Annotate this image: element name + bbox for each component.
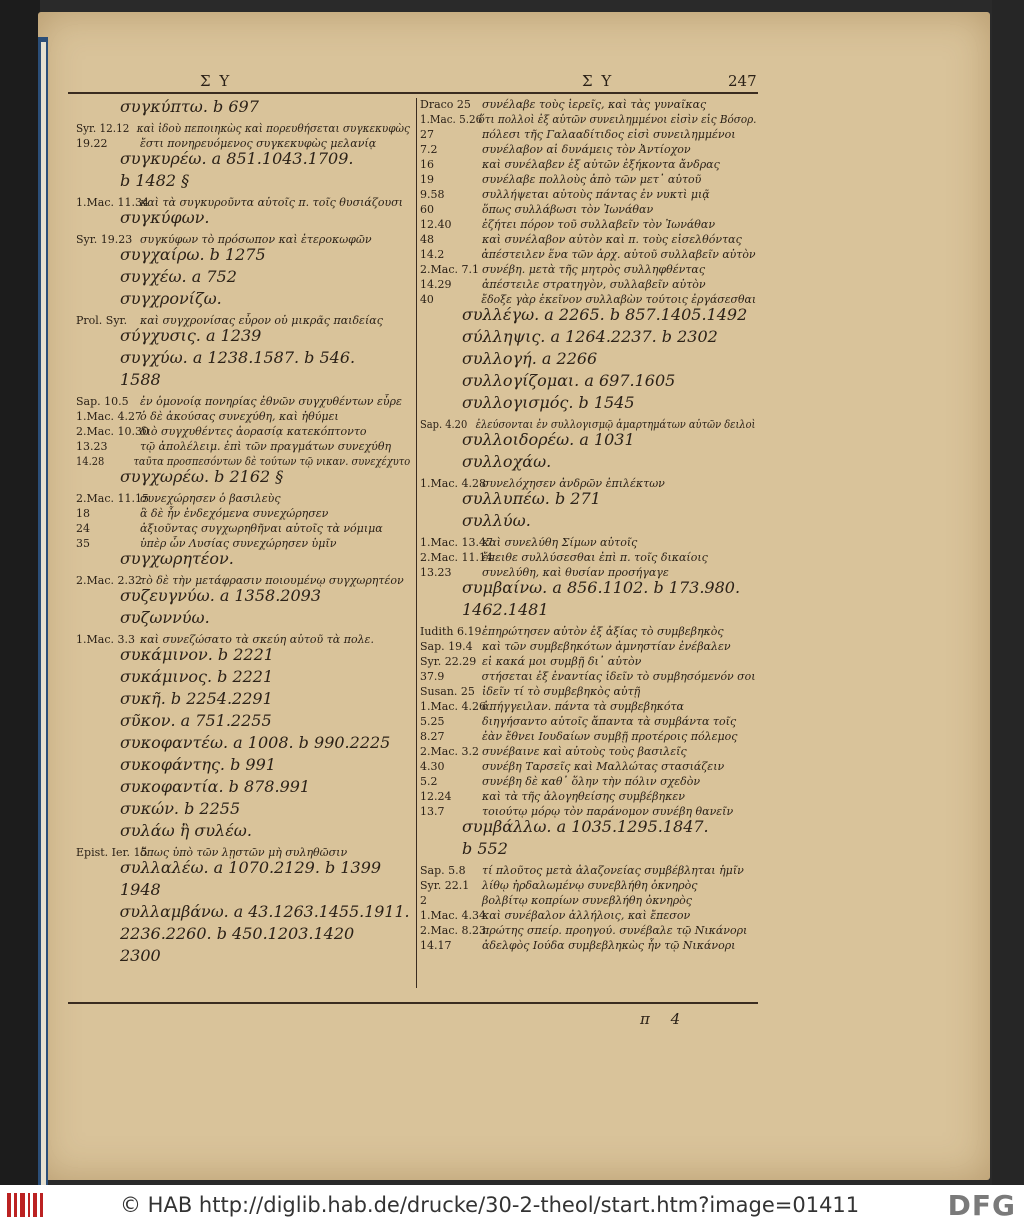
- entry-headword: [76, 370, 161, 389]
- headword-text: συλλύω.: [462, 511, 531, 530]
- citation-reference: Syr. 22.1: [420, 879, 470, 892]
- citation-reference: 40: [420, 293, 434, 306]
- entry-headword: [420, 327, 718, 346]
- citation-text: συνέλαβον αἱ δυνάμεις τὸν Ἀντίοχον: [482, 143, 691, 156]
- citation-line: [76, 522, 383, 536]
- headword-text: συλλαλέω. a 1070.2129. b 1399: [120, 858, 382, 877]
- citation-text: ὁ δὲ ἀκούσας συνεχύθη, καὶ ἠθύμει: [140, 410, 339, 423]
- citation-line: [420, 760, 724, 774]
- entry-headword: [76, 858, 382, 877]
- entry-headword: [420, 578, 741, 597]
- citation-text: ἐὰν ἔθνει Ιουδαίων συμβῇ προτέροις πόλεμος: [482, 730, 738, 743]
- entry-headword: [76, 777, 311, 796]
- citation-line: [420, 278, 706, 292]
- citation-text: συνέβη. μετὰ τῆς μητρὸς συλληφθέντας: [482, 263, 706, 276]
- citation-text: ἐλεύσονται ἐν συλλογισμῷ ἁμαρτημάτων αὐτῶν δειλοὶ: [475, 418, 756, 431]
- headword-text: συγχέω. a 752: [120, 267, 237, 286]
- citation-line: [420, 700, 684, 714]
- footer-bar: [0, 1185, 1024, 1225]
- citation-reference: Syr. 12.12: [76, 122, 130, 135]
- citation-reference: 2.Mac. 8.23: [420, 924, 486, 937]
- entry-headword: [76, 711, 272, 730]
- entry-headword: [420, 393, 635, 412]
- entry-headword: [76, 267, 237, 286]
- headword-text: συγχύω. a 1238.1587. b 546.: [120, 348, 356, 367]
- entry-headword: [420, 817, 709, 836]
- headword-text: συκῆ. b 2254.2291: [120, 689, 273, 708]
- entry-headword: [76, 733, 391, 752]
- citation-reference: 19.22: [76, 137, 108, 150]
- citation-line: [76, 507, 328, 521]
- citation-reference: 48: [420, 233, 434, 246]
- citation-text: ἀξιοῦντας συγχωρηθῆναι αὐτοῖς τὰ νόμιμα: [140, 522, 383, 535]
- citation-reference: 13.23: [420, 566, 452, 579]
- entry-headword: [420, 430, 635, 449]
- citation-line: [420, 98, 706, 112]
- citation-reference: Iudith 6.19: [420, 625, 482, 638]
- running-header-right: Σ Υ: [582, 72, 614, 90]
- citation-reference: Syr. 22.29: [420, 655, 477, 668]
- citation-reference: 13.7: [420, 805, 445, 818]
- headword-text: σύλληψις. a 1264.2237. b 2302: [462, 327, 718, 346]
- citation-line: [76, 395, 402, 409]
- headword-text: συκοφαντία. b 878.991: [120, 777, 311, 796]
- headword-text: b 552: [462, 839, 508, 858]
- citation-reference: 1.Mac. 11.34: [76, 196, 149, 209]
- citation-text: ἐν ὁμονοίᾳ πονηρίας ἐθνῶν συγχυθέντων εὗρε: [140, 395, 402, 408]
- headword-text: συγχωρητέον.: [120, 549, 234, 568]
- citation-line: [420, 864, 744, 878]
- citation-reference: 27: [420, 128, 434, 141]
- entry-headword: [420, 600, 549, 619]
- citation-line: [420, 730, 737, 744]
- headword-text: συλλοιδορέω. a 1031: [462, 430, 635, 449]
- headword-text: συμβαίνω. a 856.1102. b 173.980.: [462, 578, 741, 597]
- citation-line: [420, 128, 736, 142]
- citation-reference: 14.17: [420, 939, 452, 952]
- headword-text: 1948: [120, 880, 161, 899]
- citation-text: καὶ συγχρονίσας εὗρον οὐ μικρᾶς παιδείας: [140, 314, 383, 327]
- entry-headword: [76, 326, 262, 345]
- entry-headword: [76, 467, 284, 486]
- headword-text: συμβάλλω. a 1035.1295.1847.: [462, 817, 709, 836]
- citation-line: [420, 670, 756, 684]
- entry-headword: [420, 489, 601, 508]
- citation-text: συνέλαβε τοὺς ἱερεῖς, καὶ τὰς γυναῖκας: [482, 98, 707, 111]
- headword-text: συζευγνύω. a 1358.2093: [120, 586, 322, 605]
- citation-text: διηγήσαντο αὐτοῖς ἅπαντα τὰ συμβάντα τοῖς: [482, 715, 737, 728]
- citation-text: πόλεσι τῆς Γαλααδίτιδος εἰσὶ συνειλημμένοι: [482, 128, 736, 141]
- signature-mark: π 4: [640, 1010, 681, 1028]
- citation-reference: 1.Mac. 5.26: [420, 113, 483, 126]
- citation-reference: 19: [420, 173, 434, 186]
- entry-headword: [420, 839, 508, 858]
- citation-line: [420, 775, 700, 789]
- copyright-url[interactable]: © HAB http://diglib.hab.de/drucke/30-2-theol/start.htm?image=01411: [120, 1193, 860, 1217]
- citation-line: [420, 188, 710, 202]
- citation-text: ἐπηρώτησεν αὐτὸν ἐξ ἀξίας τὸ συμβεβηκὸς: [482, 625, 724, 638]
- citation-reference: 2.Mac. 3.2: [420, 745, 479, 758]
- hab-barcode-logo-icon: [6, 1191, 46, 1219]
- citation-reference: 2.Mac. 11.15: [76, 492, 149, 505]
- citation-reference: 1.Mac. 4.26: [420, 700, 486, 713]
- citation-text: συνελύθη, καὶ θυσίαν προσήγαγε: [482, 566, 669, 579]
- citation-text: ἃ δὲ ἦν ἐνδεχόμενα συνεχώρησεν: [140, 507, 329, 520]
- entry-headword: [76, 689, 273, 708]
- citation-reference: 2: [420, 894, 427, 907]
- headword-text: 2300: [120, 946, 161, 965]
- citation-text: ὅπως συλλάβωσι τὸν Ἰωνάθαν: [482, 203, 654, 216]
- headword-text: συκοφαντέω. a 1008. b 990.2225: [120, 733, 391, 752]
- citation-text: συνεχώρησεν ὁ βασιλεὺς: [140, 492, 281, 505]
- right-dark-margin: [992, 0, 1024, 1185]
- citation-reference: 1.Mac. 3.3: [76, 633, 135, 646]
- binding-strip: [38, 37, 48, 1187]
- citation-reference: 16: [420, 158, 434, 171]
- entry-headword: [76, 821, 252, 840]
- headword-text: συζωννύω.: [120, 608, 210, 627]
- entry-headword: [420, 349, 598, 368]
- citation-text: τοιούτῳ μόρῳ τὸν παράνομον συνέβη θανεῖν: [482, 805, 734, 818]
- citation-reference: 2.Mac. 2.32: [76, 574, 142, 587]
- citation-line: [76, 122, 410, 136]
- citation-line: [420, 909, 690, 923]
- citation-reference: Syr. 19.23: [76, 233, 133, 246]
- binding-ruler: [41, 42, 46, 1202]
- citation-text: τὸ δὲ τὴν μετάφρασιν ποιουμένῳ συγχωρητέον: [140, 574, 404, 587]
- citation-reference: 60: [420, 203, 434, 216]
- header-rule: [68, 92, 758, 94]
- entry-headword: [76, 97, 259, 116]
- citation-line: [420, 173, 701, 187]
- citation-reference: Prol. Syr.: [76, 314, 128, 327]
- citation-line: [420, 218, 715, 232]
- citation-text: ἰδεῖν τί τὸ συμβεβηκὸς αὐτῇ: [482, 685, 641, 698]
- citation-text: συνέβη Ταρσεῖς καὶ Μαλλώτας στασιάζειν: [482, 760, 725, 773]
- citation-text: λίθῳ ἠρδαλωμένῳ συνεβλήθη ὀκνηρὸς: [482, 879, 698, 892]
- headword-text: συλλέγω. a 2265. b 857.1405.1492: [462, 305, 748, 324]
- citation-text: καὶ συνέλαβεν ἐξ αὐτῶν ἑξήκοντα ἄνδρας: [482, 158, 720, 171]
- citation-reference: 37.9: [420, 670, 445, 683]
- citation-reference: 5.2: [420, 775, 438, 788]
- citation-text: τῷ ἀπολέλειμ. ἐπὶ τῶν πραγμάτων συνεχύθη: [140, 440, 392, 453]
- citation-reference: 35: [76, 537, 90, 550]
- citation-reference: 1.Mac. 4.34: [420, 909, 486, 922]
- headword-text: συκάμινον. b 2221: [120, 645, 274, 664]
- entry-headword: [76, 245, 266, 264]
- citation-text: ἐζήτει πόρον τοῦ συλλαβεῖν τὸν Ἰωνάθαν: [482, 218, 716, 231]
- entry-headword: [76, 645, 274, 664]
- entry-headword: [420, 511, 531, 530]
- headword-text: συκοφάντης. b 991: [120, 755, 276, 774]
- citation-text: ταῦτα προσπεσόντων δὲ τούτων τῷ νικαν. συνεχέχυτο: [133, 455, 411, 468]
- column-divider: [416, 98, 417, 988]
- citation-text: ἀπέστειλε στρατηγὸν, συλλαβεῖν αὐτὸν: [482, 278, 706, 291]
- entry-headword: [76, 946, 161, 965]
- citation-reference: Epist. Ier. 15: [76, 846, 148, 859]
- citation-reference: 1.Mac. 13.47: [420, 536, 493, 549]
- citation-line: [420, 248, 756, 262]
- citation-reference: 18: [76, 507, 90, 520]
- citation-text: ἔδοξε γὰρ ἐκεῖνον συλλαβὼν τούτοις ἐργάσεσθαι: [481, 293, 757, 306]
- headword-text: συλλυπέω. b 271: [462, 489, 601, 508]
- entry-headword: [420, 305, 748, 324]
- entry-headword: [76, 171, 190, 190]
- citation-text: καὶ συνελύθη Σίμων αὐτοῖς: [482, 536, 638, 549]
- entry-headword: [76, 149, 354, 168]
- entry-headword: [76, 348, 356, 367]
- headword-text: 1462.1481: [462, 600, 549, 619]
- citation-reference: 7.2: [420, 143, 438, 156]
- citation-reference: Sap. 10.5: [76, 395, 129, 408]
- citation-line: [420, 924, 747, 938]
- citation-text: συλλήψεται αὐτοὺς πάντας ἐν νυκτὶ μιᾷ: [482, 188, 710, 201]
- headword-text: συλλογισμός. b 1545: [462, 393, 635, 412]
- citation-line: [420, 143, 691, 157]
- entry-headword: [420, 452, 552, 471]
- entry-headword: [76, 880, 161, 899]
- citation-line: [420, 879, 697, 893]
- citation-line: [420, 625, 724, 639]
- citation-reference: 14.2: [420, 248, 445, 261]
- citation-line: [420, 536, 637, 550]
- citation-reference: 8.27: [420, 730, 445, 743]
- citation-line: [420, 745, 687, 759]
- headword-text: συλάω ἢ συλέω.: [120, 821, 252, 840]
- citation-text: συνέβαινε καὶ αὐτοὺς τοὺς βασιλεῖς: [482, 745, 687, 758]
- citation-text: συγκύφων τὸ πρόσωπον καὶ ἑτεροκωφῶν: [140, 233, 372, 246]
- citation-reference: 9.58: [420, 188, 445, 201]
- citation-text: καὶ τῶν συμβεβηκότων ἀμνηστίαν ἐνέβαλεν: [482, 640, 731, 653]
- citation-text: καὶ τὰ τῆς ἀλογηθείσης συμβέβηκεν: [482, 790, 685, 803]
- citation-line: [420, 640, 731, 654]
- citation-line: [76, 410, 339, 424]
- left-dark-margin: [0, 0, 40, 1185]
- citation-text: ἔπειθε συλλύσεσθαι ἐπὶ π. τοῖς δικαίοις: [482, 551, 708, 564]
- citation-line: [420, 158, 720, 172]
- citation-line: [420, 894, 692, 908]
- citation-text: εἰ κακά μοι συμβῇ δι᾽ αὐτὸν: [482, 655, 642, 668]
- citation-line: [420, 790, 685, 804]
- entry-headword: [76, 289, 222, 308]
- citation-text: ἔστι πονηρευόμενος συγκεκυφὼς μελανίᾳ: [140, 137, 377, 150]
- headword-text: συγχρονίζω.: [120, 289, 222, 308]
- citation-text: ἀπέστειλεν ἕνα τῶν ἀρχ. αὐτοῦ συλλαβεῖν αὐτὸν: [481, 248, 756, 261]
- citation-text: ὑπὲρ ὧν Λυσίας συνεχώρησεν ὑμῖν: [140, 537, 337, 550]
- headword-text: συλλογή. a 2266: [462, 349, 598, 368]
- citation-text: καὶ συνέβαλον ἀλλήλοις, καὶ ἔπεσον: [482, 909, 691, 922]
- citation-reference: Susan. 25: [420, 685, 475, 698]
- citation-text: ὅπως ὑπὸ τῶν λῃστῶν μὴ συληθῶσιν: [140, 846, 348, 859]
- headword-text: σύγχυσις. a 1239: [120, 326, 262, 345]
- citation-line: [420, 685, 640, 699]
- footer-rule: [68, 1002, 758, 1004]
- citation-reference: 12.24: [420, 790, 452, 803]
- citation-text: διὸ συγχυθέντες ἀορασίᾳ κατεκόπτοντο: [140, 425, 367, 438]
- citation-reference: Sap. 19.4: [420, 640, 473, 653]
- headword-text: συλλοχάω.: [462, 452, 552, 471]
- citation-line: [420, 939, 735, 953]
- citation-line: [76, 440, 391, 454]
- headword-text: συγκύπτω. b 697: [120, 97, 259, 116]
- entry-headword: [76, 608, 210, 627]
- citation-text: συνελόχησεν ἀνδρῶν ἐπιλέκτων: [482, 477, 665, 490]
- citation-reference: 12.40: [420, 218, 452, 231]
- citation-reference: Draco 25: [420, 98, 471, 111]
- citation-reference: 5.25: [420, 715, 445, 728]
- entry-headword: [76, 208, 210, 227]
- citation-text: καὶ τὰ συγκυροῦντα αὐτοῖς π. τοῖς θυσιάζουσι: [140, 196, 403, 209]
- headword-text: συγκυρέω. a 851.1043.1709.: [120, 149, 354, 168]
- entry-headword: [76, 924, 355, 943]
- headword-text: συγχαίρω. b 1275: [120, 245, 266, 264]
- entry-headword: [76, 799, 241, 818]
- headword-text: συλλογίζομαι. a 697.1605: [462, 371, 676, 390]
- citation-reference: 2.Mac. 7.1: [420, 263, 479, 276]
- headword-text: 2236.2260. b 450.1203.1420: [120, 924, 355, 943]
- citation-line: [420, 551, 708, 565]
- headword-text: συλλαμβάνω. a 43.1263.1455.1911.: [119, 902, 410, 921]
- citation-reference: 4.30: [420, 760, 445, 773]
- citation-text: στήσεται ἐξ ἐναντίας ἰδεῖν τὸ συμβησόμενόν σοι: [481, 670, 756, 683]
- running-header-left: Σ Υ: [200, 72, 232, 90]
- entry-headword: [76, 755, 276, 774]
- headword-text: συκών. b 2255: [120, 799, 241, 818]
- headword-text: συκάμινος. b 2221: [120, 667, 274, 686]
- citation-text: καὶ ἰδοὺ πεποιηκὼς καὶ πορευθήσεται συγκεκυφὼς: [136, 122, 410, 135]
- citation-reference: 14.29: [420, 278, 452, 291]
- headword-text: b 1482 §: [120, 171, 190, 190]
- headword-text: συγχωρέω. b 2162 §: [120, 467, 284, 486]
- citation-line: [420, 655, 641, 669]
- headword-text: 1588: [120, 370, 161, 389]
- citation-line: [76, 492, 281, 506]
- dfg-logo-icon: DFG: [947, 1189, 1016, 1222]
- citation-text: συνέβη δὲ καθ᾽ ὅλην τὴν πόλιν σχεδὸν: [482, 775, 701, 788]
- citation-reference: 2.Mac. 10.30: [76, 425, 149, 438]
- citation-reference: 1.Mac. 4.27: [76, 410, 142, 423]
- entry-headword: [76, 667, 274, 686]
- citation-reference: Sap. 4.20: [420, 418, 468, 431]
- citation-line: [420, 715, 736, 729]
- citation-reference: 1.Mac. 4.28: [420, 477, 486, 490]
- citation-text: ὅτι πολλοὶ ἐξ αὐτῶν συνειλημμένοι εἰσὶν εἰς Βόσορ.: [478, 113, 757, 126]
- citation-reference: 24: [76, 522, 90, 535]
- citation-reference: 14.28: [76, 455, 105, 468]
- citation-reference: 2.Mac. 11.14: [420, 551, 493, 564]
- citation-line: [420, 203, 653, 217]
- citation-text: ἀδελφὸς Ιούδα συμβεβληκὼς ἦν τῷ Νικάνορι: [482, 939, 736, 952]
- citation-reference: 13.23: [76, 440, 108, 453]
- headword-text: συγκύφων.: [120, 208, 210, 227]
- entry-headword: [76, 549, 234, 568]
- entry-headword: [76, 586, 322, 605]
- citation-line: [420, 113, 756, 127]
- citation-line: [420, 263, 705, 277]
- citation-text: καὶ συνέλαβον αὐτὸν καὶ π. τοὺς εἰσελθόντας: [482, 233, 742, 246]
- citation-text: συνέλαβε πολλοὺς ἀπὸ τῶν μετ᾽ αὐτοῦ: [482, 173, 702, 186]
- citation-reference: Sap. 5.8: [420, 864, 466, 877]
- citation-text: καὶ συνεζώσατο τὰ σκεύη αὐτοῦ τὰ πολε.: [140, 633, 374, 646]
- page-number: 247: [728, 72, 757, 90]
- citation-text: βολβίτῳ κοπρίων συνεβλήθη ὀκνηρὸς: [482, 894, 692, 907]
- citation-line: [76, 425, 367, 439]
- headword-text: σῦκον. a 751.2255: [120, 711, 272, 730]
- citation-text: ἀπήγγειλαν. πάντα τὰ συμβεβηκότα: [482, 700, 684, 713]
- entry-headword: [420, 371, 676, 390]
- entry-headword: [76, 902, 410, 921]
- citation-text: πρώτης σπείρ. προηγού. συνέβαλε τῷ Νικάνορι: [482, 924, 748, 937]
- citation-text: τί πλοῦτος μετὰ ἀλαζονείας συμβέβληται ἡμῖν: [482, 864, 744, 877]
- citation-line: [420, 233, 742, 247]
